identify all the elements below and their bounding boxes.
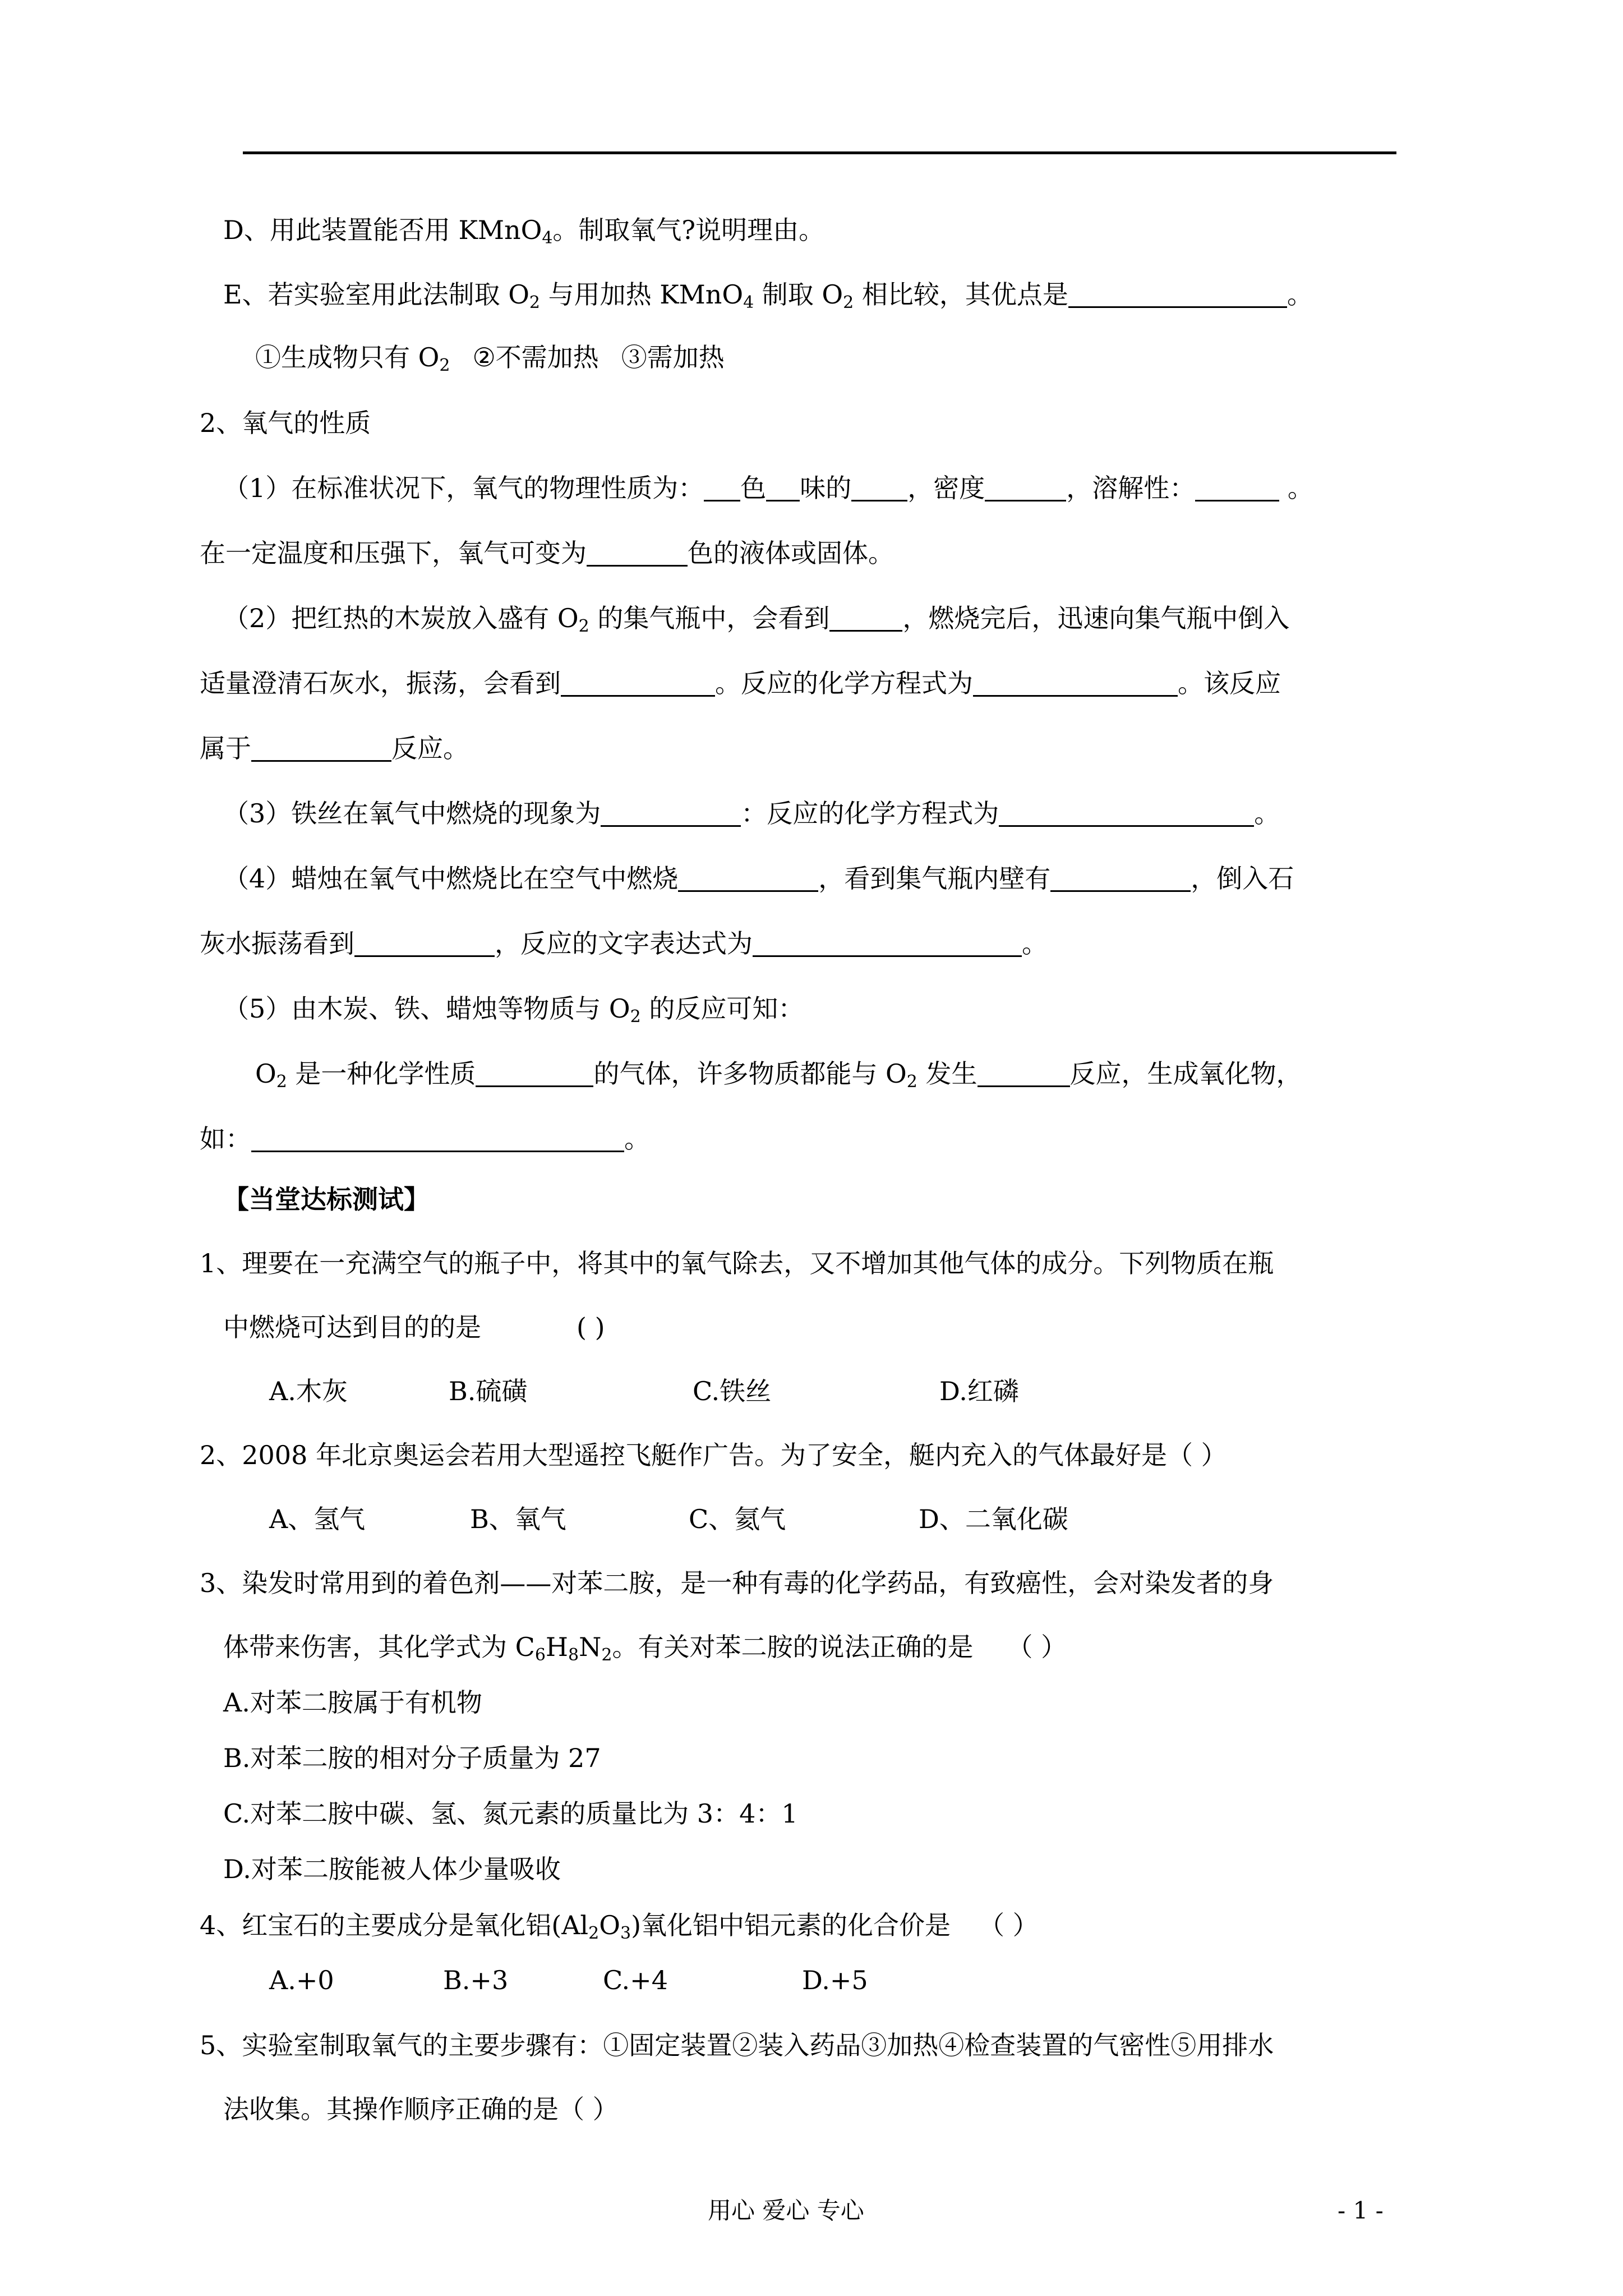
property-2-line-1: （2）把红热的木炭放入盛有 $O_2$ 的集气瓶中，会看到 ，燃烧完后，迅速向集气瓶中倒入: [223, 603, 1290, 636]
test-q5-line-2: 法收集。其操作顺序正确的是（ ）: [223, 2094, 619, 2124]
property-1-cont: 在一定温度和压强下，氧气可变为 色的液体或固体。: [200, 538, 894, 568]
property-2-line-3: 属于 反应。: [200, 733, 469, 763]
answer-blank[interactable]: [973, 670, 1178, 697]
test-q3-option-b[interactable]: B.对苯二胺的相对分子质量为 27: [223, 1743, 601, 1773]
answer-blank[interactable]: [1050, 866, 1191, 892]
option-a[interactable]: A.木灰: [269, 1376, 348, 1406]
property-5: （5）由木炭、铁、蜡烛等物质与 $O_2$ 的反应可知：: [223, 993, 804, 1027]
property-5-line-2: $O_2$ 是一种化学性质 的气体，许多物质都能与 $O_2$ 发生 反应，生成氧化物，: [255, 1059, 1302, 1092]
answer-blank[interactable]: [561, 670, 715, 697]
answer-blank[interactable]: [251, 735, 391, 762]
answer-blank[interactable]: [601, 800, 741, 827]
page-number: - 1 -: [1338, 2197, 1384, 2224]
property-3: （3）铁丝在氧气中燃烧的现象为 ：反应的化学方程式为 。: [223, 798, 1280, 829]
test-q1-line-1: 1、理要在一充满空气的瓶子中，将其中的氧气除去，又不增加其他气体的成分。下列物质在瓶: [200, 1248, 1274, 1278]
property-5-line-3: 如： 。: [200, 1124, 650, 1154]
answer-blank[interactable]: [354, 931, 495, 957]
answer-blank[interactable]: [476, 1061, 593, 1087]
question-e: E、若实验室用此法制取 $O_2$ 与用加热 KMnO$_4$ 制取 $O_2$ 相比较，其优点是 。: [223, 279, 1313, 312]
answer-blank[interactable]: [251, 1126, 624, 1152]
option-d[interactable]: D.红磷: [939, 1376, 1019, 1406]
test-q2-line-1: 2、2008 年北京奥运会若用大型遥控飞艇作广告。为了安全，艇内充入的气体最好是（ ）: [200, 1440, 1227, 1470]
question-d: D、用此装置能否用 KMnO$_4$。制取氧气?说明理由。: [223, 215, 825, 248]
answer-blank[interactable]: [985, 475, 1066, 501]
section-2-title: 2、氧气的性质: [200, 408, 371, 438]
option-d[interactable]: D.+5: [802, 1965, 868, 1995]
option-d[interactable]: D、二氧化碳: [919, 1504, 1068, 1534]
property-1: （1）在标准状况下，氧气的物理性质为： 色 味的 ，密度 ，溶解性： 。: [223, 473, 1313, 503]
answer-blank[interactable]: [851, 475, 907, 501]
answer-blank[interactable]: [678, 866, 818, 892]
header-rule: [243, 151, 1396, 154]
answer-blank[interactable]: [704, 475, 740, 501]
answer-blank[interactable]: [753, 931, 1022, 957]
answer-blank[interactable]: [999, 800, 1254, 827]
answer-blank[interactable]: [766, 475, 800, 501]
test-q1-line-2: 中燃烧可达到目的的是 ( ): [223, 1312, 605, 1342]
property-2-line-2: 适量澄清石灰水，振荡，会看到 。反应的化学方程式为 。该反应: [200, 668, 1281, 698]
test-q4-line-1: 4、红宝石的主要成分是氧化铝$(Al_2O_3)$氧化铝中铝元素的化合价是 （ ）: [200, 1910, 1039, 1943]
test-q3-option-d[interactable]: D.对苯二胺能被人体少量吸收: [223, 1854, 561, 1884]
option-a[interactable]: A.+0: [269, 1965, 334, 1995]
test-q3-line-1: 3、染发时常用到的着色剂——对苯二胺，是一种有毒的化学药品，有致癌性，会对染发者的身: [200, 1568, 1274, 1598]
test-q5-line-1: 5、实验室制取氧气的主要步骤有：①固定装置②装入药品③加热④检查装置的气密性⑤用排水: [200, 2030, 1274, 2060]
footer-slogan: 用心 爱心 专心: [708, 2197, 864, 2224]
answer-blank[interactable]: [1068, 282, 1287, 308]
answer-blank[interactable]: [978, 1061, 1070, 1087]
answer-blank[interactable]: [829, 605, 902, 632]
option-c[interactable]: C、氦气: [689, 1504, 786, 1534]
option-b[interactable]: B、氧气: [470, 1504, 566, 1534]
answer-blank[interactable]: [587, 540, 688, 567]
test-section-title: 【当堂达标测试】: [223, 1184, 430, 1214]
test-q3-option-c[interactable]: C.对苯二胺中碳、氢、氮元素的质量比为 3：4：1: [223, 1798, 798, 1829]
question-e-options: ①生成物只有 $O_2$ ②不需加热 ③需加热: [255, 342, 725, 375]
option-c[interactable]: C.+4: [603, 1965, 668, 1995]
property-4-line-1: （4）蜡烛在氧气中燃烧比在空气中燃烧 ，看到集气瓶内壁有 ，倒入石: [223, 863, 1294, 894]
test-q3-line-2: 体带来伤害，其化学式为 $C_6H_8N_2$。有关对苯二胺的说法正确的是 （ ）: [223, 1632, 1067, 1665]
property-4-line-2: 灰水振荡看到 ，反应的文字表达式为 。: [200, 928, 1048, 959]
option-b[interactable]: B.硫磺: [449, 1376, 528, 1406]
option-c[interactable]: C.铁丝: [693, 1376, 772, 1406]
option-a[interactable]: A、氢气: [269, 1504, 366, 1534]
answer-blank[interactable]: [1195, 475, 1279, 501]
test-q3-option-a[interactable]: A.对苯二胺属于有机物: [223, 1687, 482, 1718]
option-b[interactable]: B.+3: [443, 1965, 509, 1995]
